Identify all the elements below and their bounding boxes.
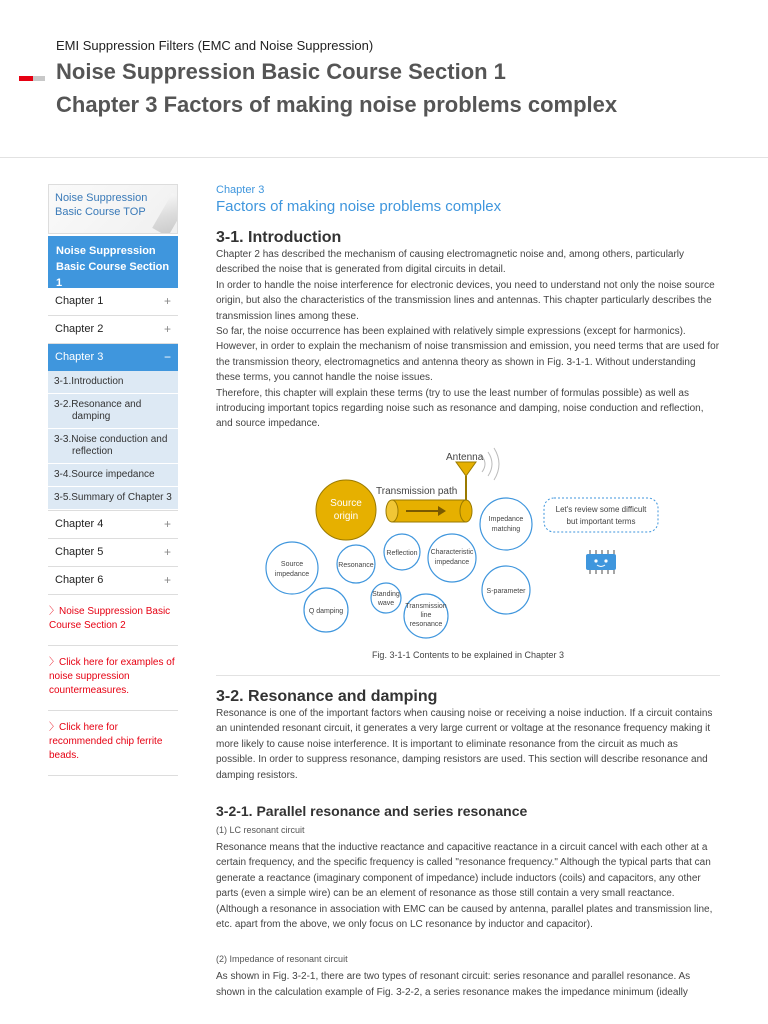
sidebar-subitem-label-cont: damping	[72, 411, 111, 422]
bubble-label: line	[420, 611, 432, 619]
bubble-label: Standing	[372, 590, 400, 598]
transmission-path-label: Transmission path	[376, 485, 458, 497]
sidebar-subitem-source-impedance[interactable]	[48, 464, 178, 487]
header-accent-bar	[19, 76, 45, 81]
page-title-line2: Chapter 3 Factors of making noise problems complex	[56, 92, 618, 117]
sidebar-top-label: Noise Suppression Basic Course TOP	[55, 192, 148, 218]
figure-3-1-1	[216, 440, 720, 650]
bubble-label: resonance	[409, 620, 443, 628]
sidebar-item-label: Chapter 6	[55, 574, 104, 586]
bubble-label: impedance	[434, 558, 470, 566]
intro-paragraph: In order to handle the noise interference for electronic devices, you need to understand not only the noise source origin, but also the characteristics of the transmission lines and antennas. This chapter particularly describes the transmission lines among these.	[216, 279, 715, 322]
chapter-title: Factors of making noise problems complex	[216, 198, 502, 215]
lc-paragraph: Resonance means that the inductive reactance and capacitive reactance in a circuit cancel with each other at a certain frequency, and the specific frequency is called "resonance frequency." Although the typical parts that can generate a reactance (imaginary component of impedance) include inductors (coils) and capacitors, any other parts (even a simple wire) can be an element of resonance as those still contain a very small reactance. (Although a resonance in association with EMC can be caused by antenna, parallel plates and transmission line, etc. apart from the above, we only focus on LC resonance by inductor and capacitor).	[216, 841, 713, 930]
bubble-label: Impedance	[488, 515, 524, 523]
bubble-characteristic-impedance	[428, 534, 476, 582]
chapter-label: Chapter 3	[216, 184, 265, 196]
sidebar-item-label: Chapter 5	[55, 546, 104, 558]
source-origin-node	[316, 480, 376, 540]
sidebar-item-label: Chapter 1	[55, 295, 104, 307]
chip-mascot-icon	[586, 550, 616, 574]
intro-paragraph: Chapter 2 has described the mechanism of causing electromagnetic noise and, among others, particularly described the noise that is generated from digital circuits in detail.	[216, 249, 685, 276]
bubble-standing-wave	[371, 583, 401, 613]
bubble-label: matching	[491, 525, 521, 533]
bubble-label: wave	[377, 599, 395, 607]
bubble-impedance-matching	[480, 498, 532, 550]
intro-paragraph: Therefore, this chapter will explain these terms (try to use the least number of formulas possible) as well as introducing important topics regarding noise such as resonance and damping, noise conduction and reflection, and source impedance.	[216, 387, 704, 430]
sidebar-subitem-resonance[interactable]	[48, 394, 178, 429]
bubble-label: impedance	[274, 570, 310, 578]
pen-icon	[152, 193, 178, 234]
sidebar-item-label: Chapter 3	[55, 351, 104, 363]
sidebar-top-link[interactable]	[48, 184, 178, 234]
sidebar-item-chapter-1[interactable]	[48, 288, 178, 316]
resonance-paragraph: Resonance is one of the important factors when causing noise or receiving a noise induction. If a circuit contains an unintended resonant circuit, it generates a very large current or voltage at the resonance frequency making it more likely to cause noise interference. It is important to eliminate resonance from the circuit as much as possible. In order to suppress resonance, damping resistors are used. This section will describe resonance and damping resistors.	[216, 707, 713, 781]
intro-heading: 3-1. Introduction	[216, 229, 342, 246]
impedance-paragraph: As shown in Fig. 3-2-1, there are two types of resonant circuit: series resonance and parallel resonance. As shown in the calculation example of Fig. 3-2-2, a series resonance makes the impedance minimum (ideally	[216, 971, 691, 998]
sidebar-item-label: Chapter 2	[55, 323, 104, 335]
sidebar-subitem-summary[interactable]	[48, 487, 178, 510]
page-title-line1: Noise Suppression Basic Course Section 1	[56, 59, 506, 84]
page-header	[56, 38, 756, 119]
sidebar-item-chapter-3[interactable]	[48, 344, 178, 371]
review-callout	[544, 498, 658, 532]
collapse-icon[interactable]: −	[163, 350, 171, 364]
sidebar-subitem-label-cont: reflection	[72, 446, 113, 457]
review-callout-text: Let's review some difficult	[555, 504, 647, 514]
review-callout-text: but important terms	[566, 516, 636, 526]
link-chip-ferrite-beads[interactable]: 〉Click here for recommended chip ferrite beads.	[48, 711, 178, 776]
figure-diagram	[216, 440, 720, 650]
sidebar	[48, 184, 178, 776]
bubble-label: Reflection	[386, 549, 418, 557]
bubble-label: Characteristic	[430, 548, 474, 556]
sidebar-item-chapter-5[interactable]	[48, 539, 178, 567]
sidebar-item-chapter-4[interactable]	[48, 511, 178, 539]
link-section-2[interactable]: 〉Noise Suppression Basic Course Section 2	[48, 595, 178, 646]
main-content	[216, 184, 720, 1000]
intro-paragraph: So far, the noise occurrence has been explained with relatively simple expressions (except for harmonics). However, in order to explain the mechanism of noise transmission and emission, you need terms that are used for the transmission theory, electromagnetics and antenna theory as shown in Fig. 3-1-1. Without understanding these terms, you cannot handle the noise issues.	[216, 326, 720, 384]
figure-caption: Fig. 3-1-1 Contents to be explained in Chapter 3	[371, 649, 565, 660]
sidebar-subitems	[48, 371, 178, 511]
lc-circuit-label: (1) LC resonant circuit	[216, 824, 305, 835]
expand-icon[interactable]: +	[163, 545, 171, 559]
bubble-label: Resonance	[338, 561, 374, 569]
sidebar-item-label: Chapter 4	[55, 518, 104, 530]
bubble-label: Q damping	[308, 607, 344, 615]
expand-icon[interactable]: +	[163, 573, 171, 587]
sidebar-subitem-label: 3-4.Source impedance	[54, 469, 155, 480]
antenna-label: Antenna	[446, 451, 484, 463]
link-countermeasure-examples[interactable]: 〉Click here for examples of noise suppression countermeasures.	[48, 646, 178, 711]
expand-icon[interactable]: +	[163, 294, 171, 308]
sidebar-item-chapter-2[interactable]	[48, 316, 178, 344]
header-divider	[0, 157, 768, 158]
source-origin-label: origin	[333, 510, 359, 522]
sidebar-subitem-label: 3-3.Noise conduction and	[54, 434, 168, 445]
sidebar-subitem-label: 3-5.Summary of Chapter 3	[54, 492, 172, 503]
bubble-label: Source	[280, 560, 304, 568]
bubble-label: S-parameter	[486, 587, 526, 595]
sidebar-subitem-label: 3-1.Introduction	[54, 376, 124, 387]
sidebar-subitem-noise-conduction[interactable]	[48, 429, 178, 464]
subsection-heading: 3-2-1. Parallel resonance and series resonance	[216, 802, 528, 819]
resonance-heading: 3-2. Resonance and damping	[216, 687, 438, 705]
sidebar-item-chapter-6[interactable]	[48, 567, 178, 595]
transmission-path-icon	[386, 500, 472, 522]
sidebar-subitem-label: 3-2.Resonance and	[54, 399, 142, 410]
bubble-label: Transmission	[405, 602, 447, 610]
bubble-source-impedance	[266, 542, 318, 594]
expand-icon[interactable]: +	[163, 322, 171, 336]
source-origin-label: Source	[330, 497, 362, 509]
impedance-label: (2) Impedance of resonant circuit	[216, 954, 348, 965]
expand-icon[interactable]: +	[163, 517, 171, 531]
header-kicker: EMI Suppression Filters (EMC and Noise Suppression)	[56, 38, 374, 53]
sidebar-subitem-introduction[interactable]	[48, 371, 178, 394]
sidebar-section-heading[interactable]: Noise Suppression Basic Course Section 1	[48, 236, 178, 288]
